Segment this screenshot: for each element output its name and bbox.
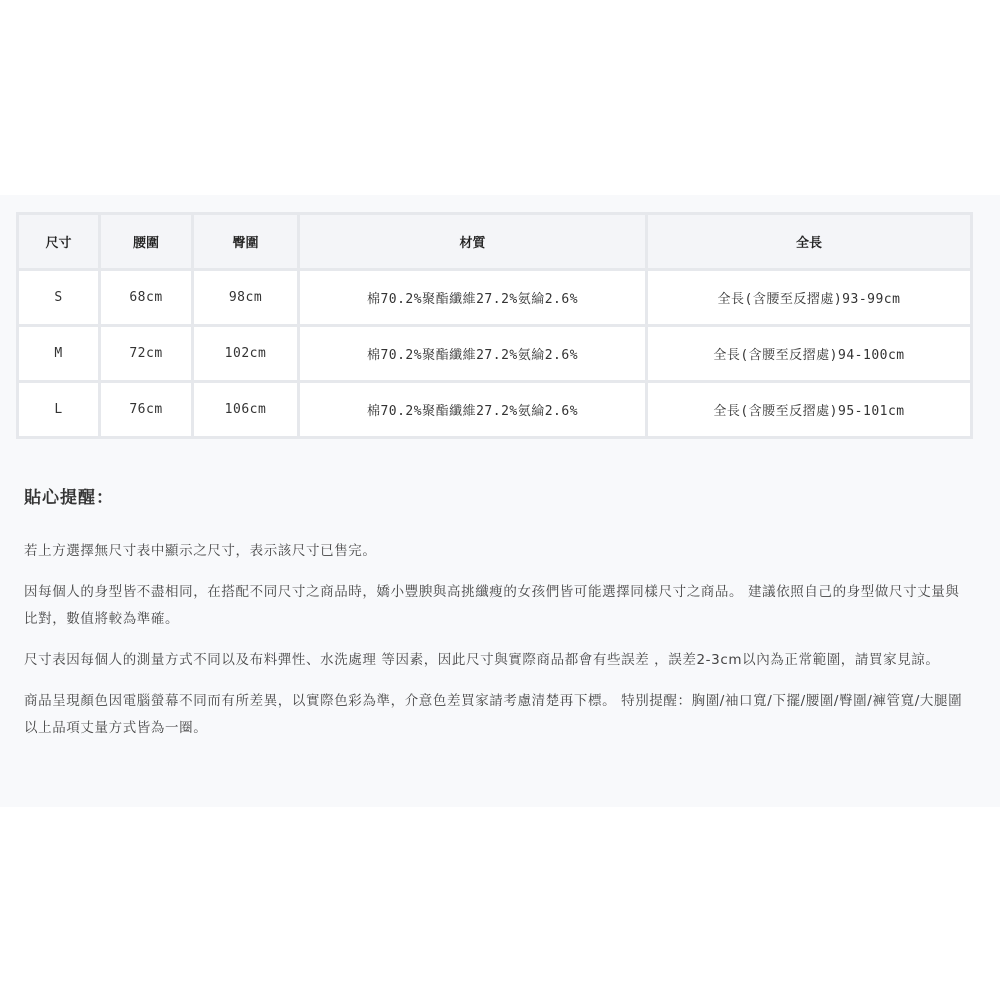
cell-waist: 76cm [100, 382, 193, 438]
notes-title: 貼心提醒： [24, 488, 114, 508]
header-material: 材質 [299, 214, 647, 270]
table-row [18, 270, 972, 326]
note-paragraph: 尺寸表因每個人的測量方式不同以及布料彈性、水洗處理 等因素，因此尺寸與實際商品都會有些誤差 ，誤差2-3cm以內為正常範圍，請買家見諒。 [24, 652, 940, 668]
table-row [18, 382, 972, 438]
cell-waist: 72cm [100, 326, 193, 382]
cell-length: 全長(含腰至反摺處)94-100cm [647, 326, 972, 382]
note-paragraph: 因每個人的身型皆不盡相同，在搭配不同尺寸之商品時，嬌小豐腴與高挑纖瘦的女孩們皆可能選擇同樣尺寸之商品。 建議依照自己的身型做尺寸丈量與比對，數值將較為準確。 [24, 584, 960, 627]
header-hip: 臀圍 [193, 214, 299, 270]
header-length: 全長 [647, 214, 972, 270]
cell-material: 棉70.2%聚酯纖維27.2%氨綸2.6% [299, 382, 647, 438]
cell-length: 全長(含腰至反摺處)93-99cm [647, 270, 972, 326]
size-table [16, 212, 973, 439]
note-paragraph: 若上方選擇無尺寸表中顯示之尺寸，表示該尺寸已售完。 [24, 543, 377, 559]
cell-size: M [18, 326, 100, 382]
cell-hip: 102cm [193, 326, 299, 382]
table-row [18, 326, 972, 382]
cell-hip: 98cm [193, 270, 299, 326]
header-waist: 腰圍 [100, 214, 193, 270]
note-paragraph: 商品呈現顏色因電腦螢幕不同而有所差異，以實際色彩為準，介意色差買家請考慮清楚再下標。 特別提醒：胸圍/袖口寬/下擺/腰圍/臀圍/褲管寬/大腿圍 以上品項丈量方式皆為一圈。 [24, 693, 963, 736]
table-header-row [18, 214, 972, 270]
header-size: 尺寸 [18, 214, 100, 270]
cell-size: L [18, 382, 100, 438]
size-chart-panel [0, 195, 1000, 807]
cell-waist: 68cm [100, 270, 193, 326]
cell-length: 全長(含腰至反摺處)95-101cm [647, 382, 972, 438]
cell-hip: 106cm [193, 382, 299, 438]
cell-material: 棉70.2%聚酯纖維27.2%氨綸2.6% [299, 270, 647, 326]
cell-size: S [18, 270, 100, 326]
cell-material: 棉70.2%聚酯纖維27.2%氨綸2.6% [299, 326, 647, 382]
care-notes [24, 483, 964, 756]
